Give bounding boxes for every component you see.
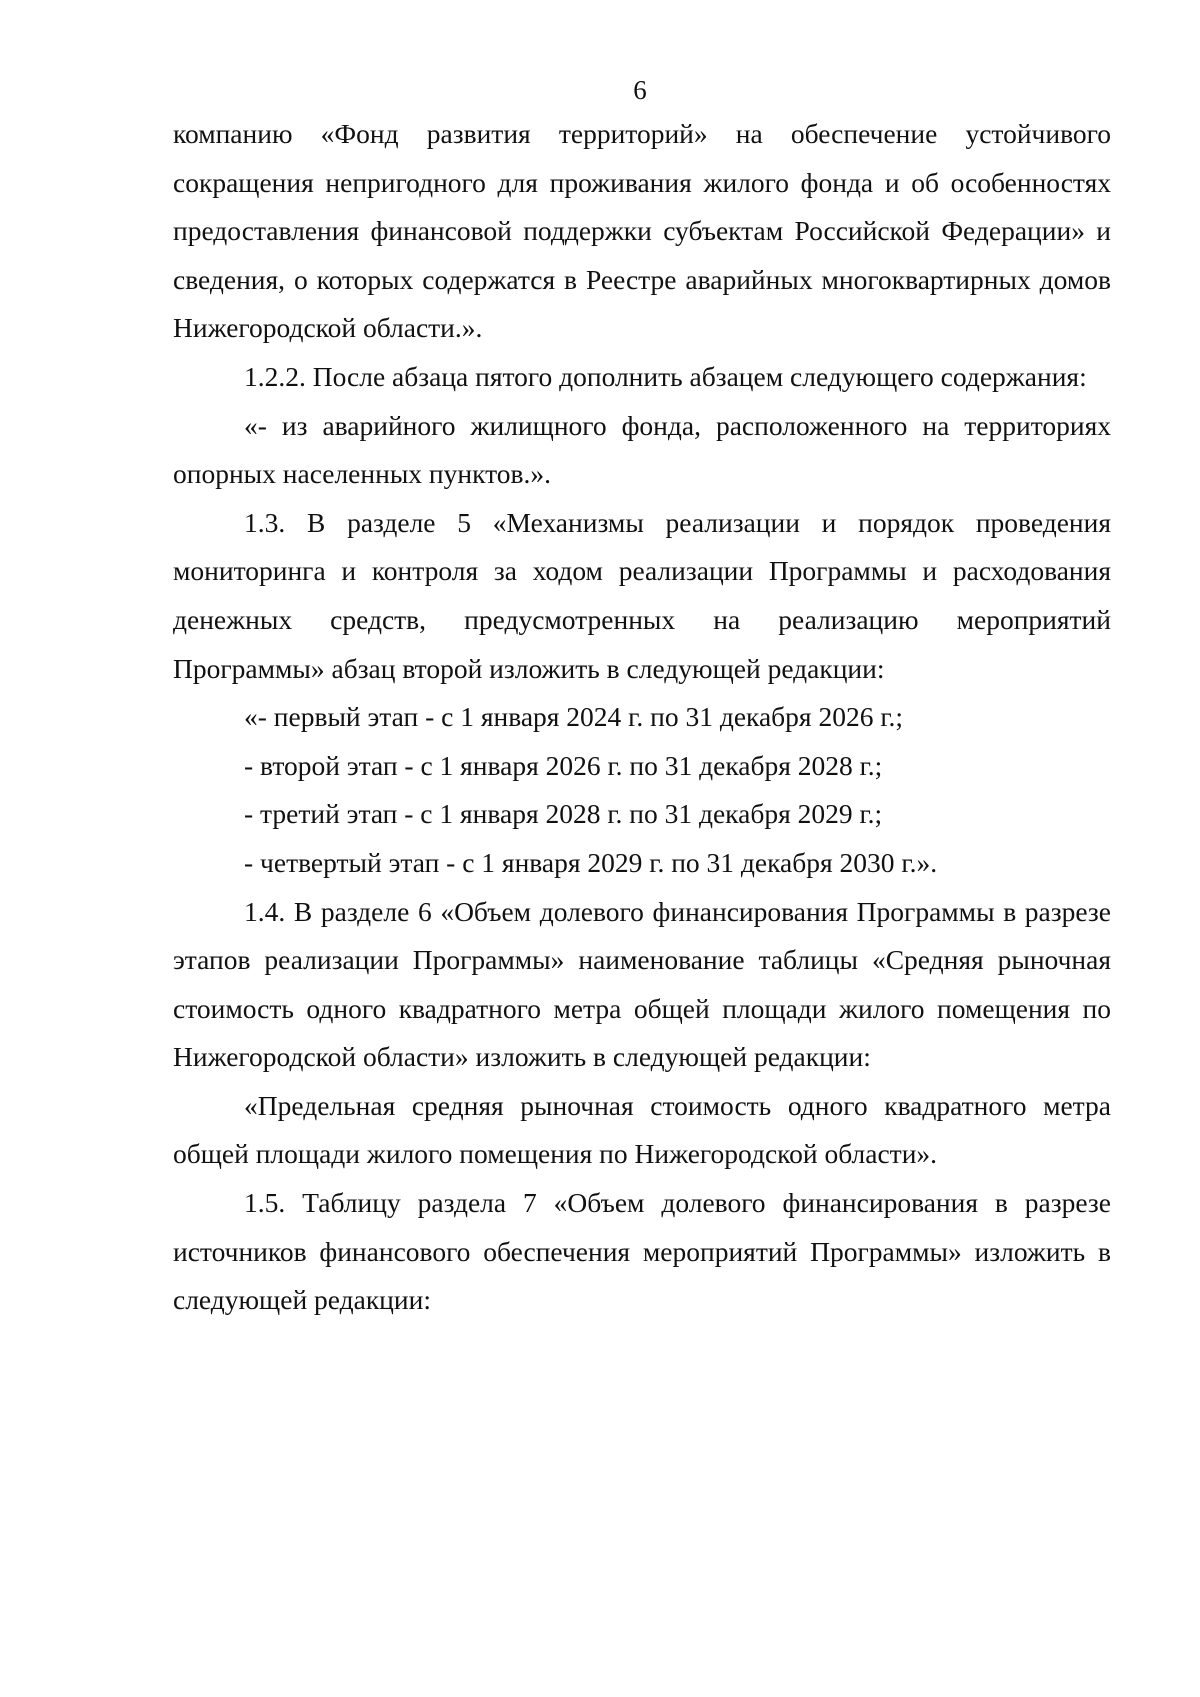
paragraph-1-2-2: 1.2.2. После абзаца пятого дополнить абзацем следующего содержания: xyxy=(244,360,1087,392)
stage-item-first: «- первый этап - с 1 января 2024 г. по 31 декабря 2026 г.; xyxy=(244,701,904,733)
paragraph-quote-emergency-fund: «- из аварийного жилищного фонда, расположенного на территориях опорных населенных пунктов.». xyxy=(173,409,1111,490)
document-body xyxy=(173,110,1111,1325)
paragraph-continuation: компанию «Фонд развития территорий» на обеспечение устойчивого сокращения непригодного для проживания жилого фонда и об особенностях предоставления финансовой поддержки субъектам Российской Федерации» и сведения, о которых содержатся в Реестре аварийных многоквартирных домов Нижегородской области.». xyxy=(173,118,1111,344)
stage-item-third: - третий этап - с 1 января 2028 г. по 31 декабря 2029 г.; xyxy=(244,798,883,830)
page-number: 6 xyxy=(633,75,647,105)
paragraph-1-5: 1.5. Таблицу раздела 7 «Объем долевого финансирования в разрезе источников финансового обеспечения мероприятий Программы» изложить в следующей редакции: xyxy=(173,1187,1111,1316)
paragraph-quote-table-title: «Предельная средняя рыночная стоимость одного квадратного метра общей площади жилого помещения по Нижегородской области». xyxy=(173,1089,1111,1170)
stage-item-fourth: - четвертый этап - с 1 января 2029 г. по 31 декабря 2030 г.». xyxy=(244,846,938,878)
paragraph-1-3: 1.3. В разделе 5 «Механизмы реализации и порядок проведения мониторинга и контроля за ходом реализации Программы и расходования денежных средств, предусмотренных на реализацию мероприятий Программы» абзац второй изложить в следующей редакции: xyxy=(173,506,1111,684)
stage-item-second: - второй этап - с 1 января 2026 г. по 31 декабря 2028 г.; xyxy=(244,749,883,781)
paragraph-1-4: 1.4. В разделе 6 «Объем долевого финансирования Программы в разрезе этапов реализации Программы» наименование таблицы «Средняя рыночная стоимость одного квадратного метра общей площади жилого помещения по Нижегородской области» изложить в следующей редакции: xyxy=(173,895,1111,1073)
